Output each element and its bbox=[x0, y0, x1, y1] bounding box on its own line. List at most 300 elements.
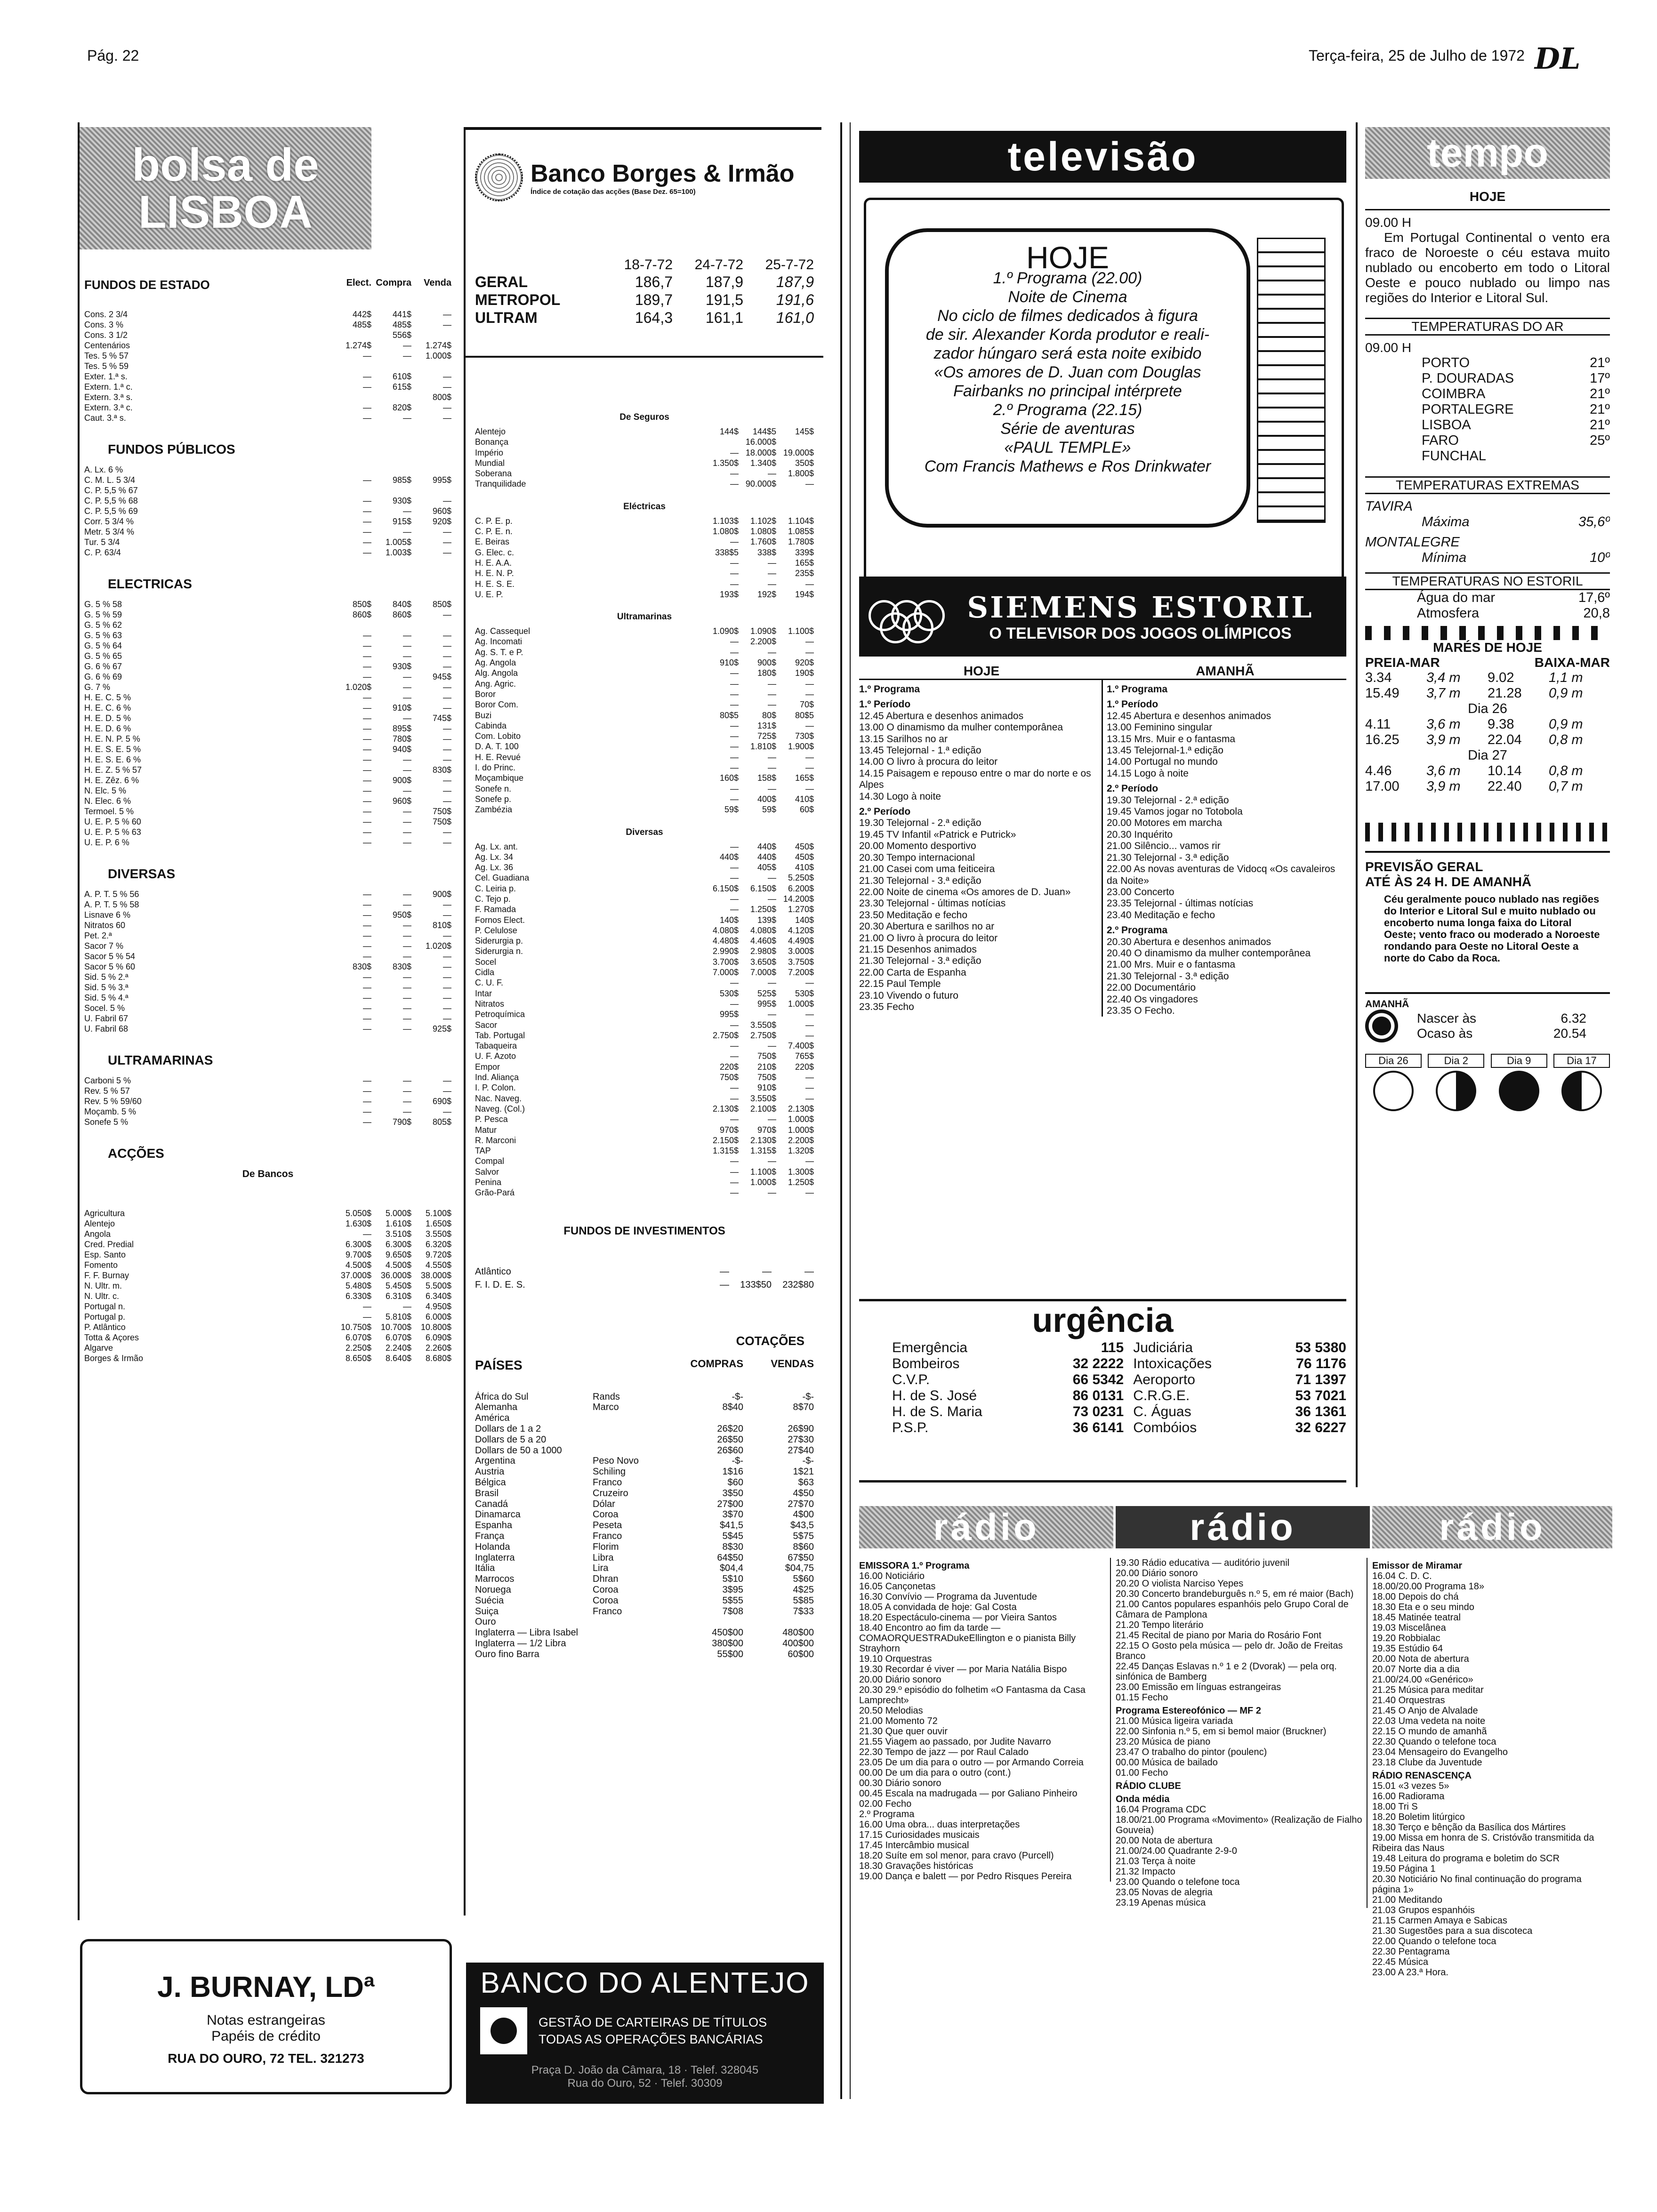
radio-item: 17.45 Intercâmbio musical bbox=[859, 1840, 969, 1851]
row-value: 2.750$ bbox=[712, 1030, 739, 1040]
row-value: 1.080$ bbox=[712, 527, 739, 537]
row-value: 10.750$ bbox=[340, 1322, 371, 1332]
row-value: — bbox=[363, 1076, 371, 1085]
mare-value: 0,8 m bbox=[1549, 732, 1583, 747]
row-value: 950$ bbox=[392, 910, 411, 920]
row-label: Ag. S. T. e P. bbox=[475, 647, 523, 657]
row-value: — bbox=[805, 752, 814, 762]
row-value: — bbox=[730, 1114, 739, 1124]
row-value: 8.640$ bbox=[385, 1354, 411, 1363]
table-row bbox=[475, 1093, 814, 1104]
row-value: — bbox=[443, 662, 451, 671]
row-value: — bbox=[443, 1014, 451, 1023]
row-label: Naveg. (Col.) bbox=[475, 1104, 525, 1114]
currency bbox=[593, 1424, 682, 1435]
tv-item: 14.00 Portugal no mundo bbox=[1107, 756, 1218, 768]
venda: $43,5 bbox=[790, 1520, 814, 1531]
tv-item: 19.30 Telejornal - 2.ª edição bbox=[859, 817, 981, 829]
radio-col3 bbox=[1372, 1558, 1608, 1978]
row-value: 2.150$ bbox=[712, 1135, 739, 1145]
row-label: Alentejo bbox=[475, 427, 506, 436]
row-label: R. Marconi bbox=[475, 1135, 516, 1145]
row-value: 895$ bbox=[392, 724, 411, 733]
burnay-name: J. BURNAY, LDª bbox=[157, 1971, 375, 2004]
row-value: 900$ bbox=[392, 776, 411, 785]
row-value: 160$ bbox=[719, 773, 739, 783]
compra: 5$10 bbox=[722, 1574, 743, 1585]
row-value: — bbox=[768, 894, 776, 904]
row-value: — bbox=[805, 1156, 814, 1166]
row-label: Sacor 7 % bbox=[84, 941, 124, 951]
radio-item: 22.15 O mundo de amanhã bbox=[1372, 1726, 1487, 1737]
venda: 7$33 bbox=[793, 1606, 814, 1617]
radio-item: 23.19 Apenas música bbox=[1116, 1898, 1206, 1908]
ext-kind: Máxima bbox=[1422, 514, 1470, 529]
fundos-publicos-title: FUNDOS PÚBLICOS bbox=[108, 442, 235, 457]
page-date: Terça-feira, 25 de Julho de 1972 bbox=[1309, 47, 1525, 64]
row-value: 2.200$ bbox=[788, 1135, 814, 1145]
row-value: — bbox=[403, 641, 411, 650]
table-row bbox=[475, 1020, 814, 1030]
urgencia-number: 53 5380 bbox=[1295, 1340, 1346, 1355]
row-value: — bbox=[443, 610, 451, 619]
row-value: 4.480$ bbox=[712, 936, 739, 946]
row-value: 400$ bbox=[757, 794, 776, 804]
urgencia-number: 32 6227 bbox=[1295, 1420, 1346, 1435]
table-row bbox=[84, 527, 451, 537]
row-value: 441$ bbox=[392, 310, 411, 319]
table-row bbox=[475, 579, 814, 589]
row-value: — bbox=[805, 1093, 814, 1103]
country: Dollars de 1 a 2 bbox=[475, 1423, 541, 1434]
row-value: 3.550$ bbox=[750, 1020, 776, 1030]
table-row bbox=[475, 873, 814, 883]
radio-item: 21.00/24.00 «Genérico» bbox=[1372, 1675, 1473, 1685]
radio-item: 18.00/21.00 Programa «Movimento» (Realização de Fialho Gouveia) bbox=[1116, 1815, 1362, 1835]
ext-title: TEMPERATURAS EXTREMAS bbox=[1365, 476, 1610, 494]
urgencia-left bbox=[859, 1340, 1124, 1436]
row-value: — bbox=[805, 679, 814, 689]
nascer-value: 6.32 bbox=[1560, 1011, 1586, 1026]
table-row bbox=[84, 641, 451, 651]
row-value: 19.000$ bbox=[783, 448, 814, 457]
venda: 480$00 bbox=[782, 1627, 814, 1638]
radio-item: 19.20 Robbialac bbox=[1372, 1633, 1440, 1643]
row-label: P. Celulose bbox=[475, 925, 517, 935]
table-row bbox=[84, 1106, 451, 1117]
radio-item: 22.30 Tempo de jazz — por Raul Calado bbox=[859, 1747, 1029, 1757]
borges-tables bbox=[475, 412, 814, 1660]
table-row bbox=[84, 713, 451, 723]
table-row bbox=[475, 479, 814, 489]
temp: 21º bbox=[1590, 355, 1610, 370]
compra: $60 bbox=[727, 1477, 743, 1488]
prev-sub: ATÉ ÀS 24 H. DE AMANHÃ bbox=[1365, 874, 1532, 889]
row-value: — bbox=[363, 1107, 371, 1116]
tv-item: 20.00 Momento desportivo bbox=[859, 841, 976, 852]
urgencia-label: Bombeiros bbox=[892, 1356, 960, 1371]
moon-label: Dia 26 bbox=[1365, 1054, 1422, 1068]
tv-item: 21.30 Telejornal - 3.ª edição bbox=[859, 875, 981, 886]
row-value: — bbox=[403, 941, 411, 951]
row-value: — bbox=[403, 506, 411, 516]
row-value: — bbox=[443, 310, 451, 319]
est-value: 17,6º bbox=[1578, 590, 1610, 605]
row-label: Ang. Agric. bbox=[475, 679, 516, 689]
row-label: Cel. Guadiana bbox=[475, 873, 530, 883]
urgencia-number: 36 6141 bbox=[1072, 1420, 1124, 1435]
row-value: — bbox=[730, 479, 739, 489]
urgencia-title: urgência bbox=[1032, 1302, 1174, 1339]
tv-title: televisão bbox=[1007, 134, 1198, 179]
table-row bbox=[84, 1332, 451, 1343]
row-value: — bbox=[443, 320, 451, 329]
row-value: — bbox=[363, 475, 371, 485]
table-row bbox=[475, 752, 814, 762]
table-row bbox=[475, 894, 814, 904]
table-row bbox=[84, 910, 451, 920]
country: Marrocos bbox=[475, 1574, 515, 1585]
row-value: — bbox=[768, 1010, 776, 1019]
tv-item: 20.30 Inquérito bbox=[1107, 829, 1173, 840]
row-value: — bbox=[768, 763, 776, 773]
row-label: Cons. 3 % bbox=[84, 320, 124, 329]
mare-value: 17.00 bbox=[1365, 779, 1400, 794]
table-row bbox=[475, 967, 814, 978]
city: COIMBRA bbox=[1422, 386, 1486, 401]
table-row bbox=[475, 1146, 814, 1156]
radio-title-1: rádio bbox=[933, 1506, 1039, 1548]
row-label: I. do Princ. bbox=[475, 763, 516, 773]
city: PORTALEGRE bbox=[1422, 402, 1514, 417]
row-value: — bbox=[805, 579, 814, 589]
compra: 55$00 bbox=[717, 1649, 743, 1659]
radio-col1 bbox=[859, 1558, 1111, 1882]
currency: Peso Novo bbox=[593, 1456, 639, 1467]
radio-item: 22.30 Pentagrama bbox=[1372, 1947, 1450, 1957]
index-row bbox=[475, 291, 814, 309]
table-row bbox=[475, 1072, 814, 1082]
mare-row bbox=[1365, 732, 1610, 748]
radio-item: 17.15 Curiosidades musicais bbox=[859, 1830, 980, 1840]
cotacao-row bbox=[475, 1435, 814, 1445]
row-value: — bbox=[443, 537, 451, 547]
cotacao-row bbox=[475, 1531, 814, 1542]
row-value: — bbox=[363, 1086, 371, 1096]
tv-screen-line: 2.º Programa (22.15) bbox=[993, 401, 1142, 419]
currency: Coroa bbox=[593, 1595, 619, 1606]
bolsa-title: bolsa de LISBOA bbox=[132, 139, 319, 238]
urgencia-row bbox=[892, 1356, 1124, 1372]
tv-item: 1.º Período bbox=[859, 699, 911, 710]
table-row bbox=[475, 904, 814, 914]
radio-item: 02.00 Fecho bbox=[859, 1799, 912, 1809]
row-label: C. Leiria p. bbox=[475, 883, 516, 893]
cotacao-row bbox=[475, 1520, 814, 1531]
row-value: — bbox=[443, 548, 451, 557]
row-value: 1.780$ bbox=[788, 537, 814, 547]
table-row bbox=[84, 1117, 451, 1127]
venda: 5$85 bbox=[793, 1595, 814, 1606]
row-value: — bbox=[730, 1051, 739, 1061]
row-label: Caut. 3.ª s. bbox=[84, 413, 126, 423]
currency: Dólar bbox=[593, 1499, 615, 1509]
table-row bbox=[84, 682, 451, 692]
row-value bbox=[371, 361, 411, 371]
table-row bbox=[84, 351, 451, 361]
date-header: 18-7-72 bbox=[624, 257, 673, 272]
row-value: — bbox=[363, 517, 371, 526]
row-value: — bbox=[768, 1041, 776, 1051]
row-value: — bbox=[363, 745, 371, 754]
country: Argentina bbox=[475, 1456, 515, 1467]
currency bbox=[593, 1627, 682, 1638]
row-value: — bbox=[403, 693, 411, 702]
row-value: — bbox=[730, 752, 739, 762]
row-value: 530$ bbox=[719, 988, 739, 998]
mare-value: 10.14 bbox=[1488, 763, 1522, 778]
urgencia-number: 53 7021 bbox=[1295, 1388, 1346, 1403]
radio-item: 20.50 Melodias bbox=[859, 1706, 923, 1716]
urgencia-number: 36 1361 bbox=[1295, 1404, 1346, 1419]
row-value: — bbox=[805, 1020, 814, 1030]
row-value: — bbox=[363, 776, 371, 785]
row-label: C. P. 5,5 % 69 bbox=[84, 506, 138, 516]
row-value: — bbox=[363, 1003, 371, 1013]
ocaso-label: Ocaso às bbox=[1417, 1026, 1473, 1041]
row-value: 59$ bbox=[724, 805, 739, 815]
urgencia-label: P.S.P. bbox=[892, 1420, 929, 1435]
tv-item: 20.40 O dinamismo da mulher contemporânea bbox=[1107, 947, 1311, 959]
borges-name: Banco Borges & Irmão bbox=[531, 160, 795, 187]
row-value: — bbox=[730, 763, 739, 773]
row-value: 1.900$ bbox=[788, 742, 814, 752]
row-value: — bbox=[363, 972, 371, 982]
alentejo-ad bbox=[466, 1963, 824, 2104]
row-value: 5.450$ bbox=[385, 1281, 411, 1290]
cotacao-row bbox=[475, 1649, 814, 1660]
urgencia-row bbox=[1133, 1356, 1346, 1372]
row-label: Extern. 3.ª c. bbox=[84, 403, 133, 412]
row-value: — bbox=[363, 952, 371, 961]
row-value: 1.000$ bbox=[425, 351, 451, 361]
row-value: — bbox=[730, 679, 739, 689]
table-row bbox=[84, 754, 451, 765]
radio-item: 18.20 Espectáculo-cinema — por Vieira Santos bbox=[859, 1612, 1057, 1623]
row-label: Corr. 5 3/4 % bbox=[84, 517, 134, 526]
row-value: — bbox=[403, 972, 411, 982]
row-value: — bbox=[730, 558, 739, 568]
row-value: — bbox=[363, 993, 371, 1002]
tv-control-panel bbox=[1257, 238, 1326, 523]
row-value: 750$ bbox=[757, 1051, 776, 1061]
urgencia-label: H. de S. José bbox=[892, 1388, 977, 1403]
row-value: — bbox=[768, 1188, 776, 1198]
row-label: H. E. C. 5 % bbox=[84, 693, 131, 702]
moon-phase bbox=[1491, 1054, 1547, 1114]
investimentos-rows bbox=[475, 1265, 814, 1291]
row-value: 7.000$ bbox=[750, 968, 776, 978]
siemens-sub: O TELEVISOR DOS JOGOS OLÍMPICOS bbox=[989, 625, 1292, 642]
table-row bbox=[475, 657, 814, 668]
row-label: H. E. Revué bbox=[475, 752, 521, 762]
table-row bbox=[84, 972, 451, 982]
borges-ultramarinas-title: Ultramarinas bbox=[617, 612, 672, 622]
bolsa-col-header: Venda bbox=[424, 278, 451, 288]
temp bbox=[1558, 449, 1610, 464]
radio-item: 23.05 De um dia para o outro — por Armando Correia bbox=[859, 1757, 1084, 1768]
row-value: 1.650$ bbox=[425, 1219, 451, 1228]
row-label: G. 5 % 63 bbox=[84, 631, 122, 640]
cotacao-row bbox=[475, 1617, 814, 1627]
row-value: — bbox=[443, 786, 451, 795]
venda: -$- bbox=[802, 1391, 814, 1402]
temp: 21º bbox=[1590, 386, 1610, 401]
row-label: Portugal p. bbox=[84, 1312, 126, 1322]
row-value: — bbox=[363, 910, 371, 920]
table-row bbox=[475, 721, 814, 731]
urgencia-section bbox=[859, 1299, 1346, 1483]
mare-value: 9.02 bbox=[1488, 670, 1514, 685]
row-value: 995$ bbox=[432, 475, 451, 485]
row-value: — bbox=[443, 838, 451, 847]
index-value: 161,0 bbox=[776, 309, 814, 326]
row-value: 10.700$ bbox=[380, 1322, 411, 1332]
cotacao-row bbox=[475, 1638, 814, 1649]
row-value: — bbox=[443, 900, 451, 909]
row-value: 37.000$ bbox=[340, 1271, 371, 1280]
row-value: — bbox=[768, 558, 776, 568]
row-value: 1.810$ bbox=[750, 742, 776, 752]
row-value: 232$80 bbox=[782, 1279, 814, 1290]
row-label: Agricultura bbox=[84, 1209, 125, 1218]
tv-item: 21.00 O livro à procura do leitor bbox=[859, 932, 998, 944]
borges-seal-icon bbox=[475, 153, 523, 201]
row-label: Fornos Elect. bbox=[475, 915, 525, 925]
row-value: 6.330$ bbox=[345, 1291, 371, 1301]
row-value: 6.150$ bbox=[712, 883, 739, 893]
tv-item: 13.45 Telejornal - 1.ª edição bbox=[859, 745, 981, 756]
table-row bbox=[84, 1250, 451, 1260]
radio-item: 19.00 Dança e balett — por Pedro Risques Pereira bbox=[859, 1871, 1072, 1882]
venda: 5$60 bbox=[793, 1574, 814, 1585]
row-value: — bbox=[403, 631, 411, 640]
table-row bbox=[475, 589, 814, 600]
row-value: 6.200$ bbox=[788, 883, 814, 893]
row-value: 38.000$ bbox=[420, 1271, 451, 1280]
row-value: — bbox=[443, 403, 451, 412]
radio-item: 18.00 Depois do chá bbox=[1372, 1592, 1459, 1602]
row-label: Atlântico bbox=[475, 1266, 511, 1277]
table-row bbox=[475, 689, 814, 699]
row-value: — bbox=[730, 1178, 739, 1187]
row-value: — bbox=[730, 448, 739, 457]
row-value: 970$ bbox=[719, 1125, 739, 1135]
radio-item: EMISSORA 1.º Programa bbox=[859, 1561, 970, 1571]
currency bbox=[593, 1445, 682, 1456]
borges-seguros-title: De Seguros bbox=[619, 412, 669, 422]
currency: Coroa bbox=[593, 1584, 619, 1595]
row-label: Tes. 5 % 57 bbox=[84, 351, 129, 361]
row-value: 530$ bbox=[795, 988, 814, 998]
row-value: 860$ bbox=[352, 610, 371, 619]
row-value: 910$ bbox=[757, 1083, 776, 1093]
row-value: — bbox=[363, 983, 371, 992]
row-value: — bbox=[805, 637, 814, 647]
venda: 27$40 bbox=[788, 1445, 814, 1456]
row-value: 910$ bbox=[719, 658, 739, 668]
tv-item: 19.30 Telejornal - 2.ª edição bbox=[1107, 794, 1229, 806]
row-label: Moçambique bbox=[475, 773, 524, 783]
tv-item: 12.45 Abertura e desenhos animados bbox=[1107, 710, 1271, 721]
row-value: 144$5 bbox=[752, 427, 776, 436]
row-value: — bbox=[363, 1024, 371, 1034]
venda: 400$00 bbox=[782, 1638, 814, 1649]
row-value: 970$ bbox=[757, 1125, 776, 1135]
row-value: — bbox=[443, 1003, 451, 1013]
row-value: 4.080$ bbox=[750, 925, 776, 935]
row-value: — bbox=[403, 921, 411, 930]
row-value: — bbox=[730, 1020, 739, 1030]
est-title: TEMPERATURAS NO ESTORIL bbox=[1365, 572, 1610, 590]
currency bbox=[593, 1435, 682, 1445]
row-value: — bbox=[443, 1086, 451, 1096]
tv-screen-line: Com Francis Mathews e Ros Drinkwater bbox=[924, 457, 1211, 475]
table-row bbox=[84, 1281, 451, 1291]
radio-item: 21.00 Meditando bbox=[1372, 1895, 1443, 1905]
tv-item: 21.00 Casei com uma feiticeira bbox=[859, 864, 995, 875]
compra: 5$45 bbox=[722, 1531, 743, 1541]
row-value: — bbox=[805, 1073, 814, 1082]
country: Austria bbox=[475, 1467, 505, 1477]
radio-item: 19.48 Leitura do programa e boletim do SCR bbox=[1372, 1853, 1560, 1864]
row-value: 36.000$ bbox=[380, 1271, 411, 1280]
fundos-estado-title: FUNDOS DE ESTADO bbox=[84, 278, 210, 292]
radio-item: 00.00 De um dia para o outro (cont.) bbox=[859, 1768, 1011, 1778]
row-value: — bbox=[403, 1014, 411, 1023]
table-row bbox=[475, 437, 814, 447]
index-label: ULTRAM bbox=[475, 309, 538, 326]
borges-ultramarinas-rows bbox=[475, 626, 814, 815]
tv-item: 23.00 Concerto bbox=[1107, 886, 1174, 898]
row-value: — bbox=[403, 931, 411, 940]
temp-row bbox=[1422, 402, 1610, 417]
tv-item: 21.30 Telejornal - 3.ª edição bbox=[1107, 852, 1229, 863]
row-value bbox=[371, 465, 411, 475]
radio-item: 18.05 A convidada de hoje: Gal Costa bbox=[859, 1602, 1017, 1612]
table-row bbox=[475, 1062, 814, 1072]
country: Noruega bbox=[475, 1584, 511, 1595]
row-value: — bbox=[762, 1266, 772, 1277]
cotacao-row bbox=[475, 1585, 814, 1595]
table-row bbox=[475, 762, 814, 773]
radio-item: 19.10 Orquestras bbox=[859, 1654, 932, 1664]
row-value: 131$ bbox=[757, 721, 776, 730]
radio-item: 15.01 «3 vezes 5» bbox=[1372, 1781, 1449, 1791]
radio-item: 20.00 Diário sonoro bbox=[859, 1675, 941, 1685]
table-row bbox=[84, 692, 451, 703]
radio-item: 20.07 Norte dia a dia bbox=[1372, 1664, 1460, 1675]
row-value: 6.340$ bbox=[425, 1291, 451, 1301]
row-label: Penina bbox=[475, 1178, 502, 1187]
row-value: — bbox=[363, 941, 371, 951]
row-label: N. Ultr. m. bbox=[84, 1281, 122, 1290]
bolsa-col-header: Compra bbox=[376, 278, 411, 288]
table-row bbox=[475, 1009, 814, 1019]
table-row bbox=[84, 703, 451, 713]
urgencia-row bbox=[892, 1404, 1124, 1420]
row-value: 440$ bbox=[757, 842, 776, 851]
